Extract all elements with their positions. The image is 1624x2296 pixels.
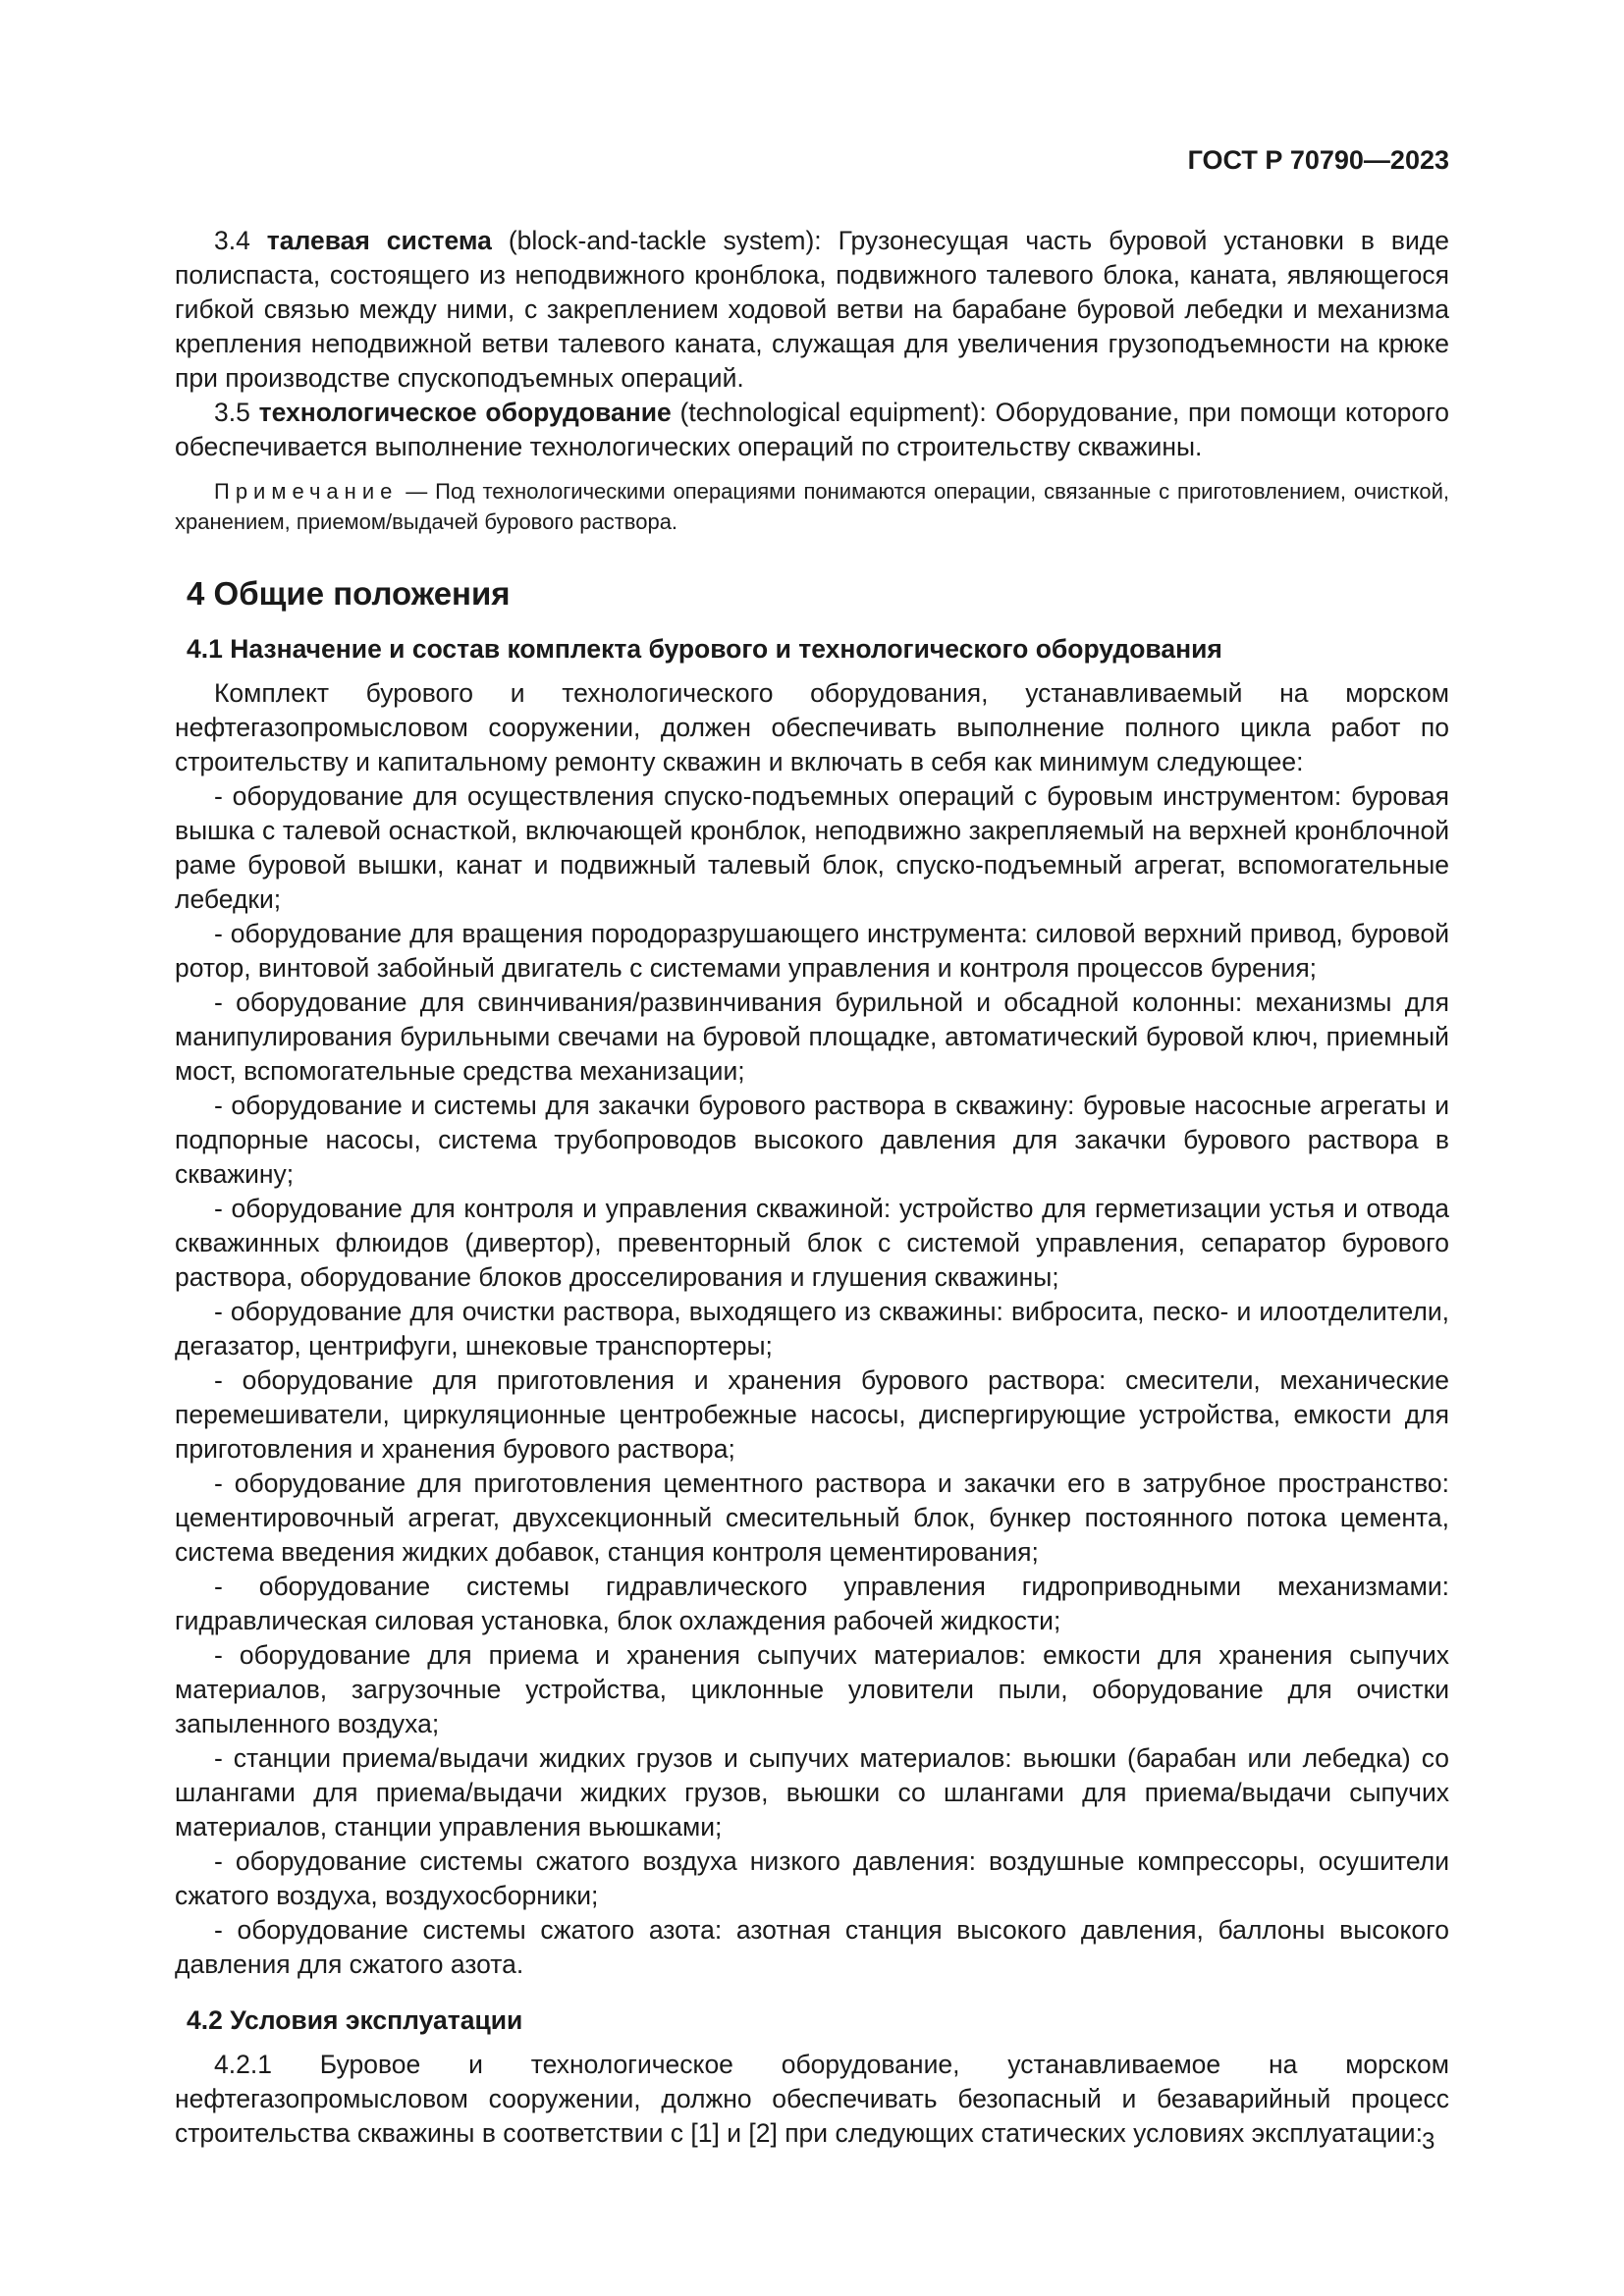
list-item: - оборудование для приготовления цементного раствора и закачки его в затрубное пространство: цементировочный агрегат, двухсекционный смесительный блок, бункер постоянного потока цемента, система введения жидких добавок, станция контроля цементирования; bbox=[175, 1468, 1449, 1567]
list-item: - оборудование системы гидравлического управления гидроприводными механизмами: гидравлическая силовая установка, блок охлаждения рабочей жидкости; bbox=[175, 1572, 1449, 1635]
paragraph: Комплект бурового и технологического оборудования, устанавливаемый на морском нефтегазопромысловом сооружении, должен обеспечивать выполнение полного цикла работ по строительству и капитальному ремонту скважин и включать в себя как минимум следующее: bbox=[175, 678, 1449, 776]
note-text: — Под технологическими операциями понимаются операции, связанные с приготовлением, очисткой, хранением, приемом/выдачей бурового раствора. bbox=[175, 479, 1449, 534]
note-label: Примечание bbox=[214, 479, 399, 504]
subsection-title: 4.2 Условия эксплуатации bbox=[187, 2005, 523, 2035]
list-item: - оборудование и системы для закачки бурового раствора в скважину: буровые насосные агрегаты и подпорные насосы, система трубопроводов высокого давления для закачки бурового раствора в скважину; bbox=[175, 1091, 1449, 1189]
list-item: - оборудование для вращения породоразрушающего инструмента: силовой верхний привод, буровой ротор, винтовой забойный двигатель с системами управления и контроля процессов бурения; bbox=[175, 919, 1449, 983]
list-item: - оборудование для приема и хранения сыпучих материалов: емкости для хранения сыпучих материалов, загрузочные устройства, циклонные уловители пыли, оборудование для очистки запыленного воздуха; bbox=[175, 1640, 1449, 1738]
list-item: - оборудование для контроля и управления скважиной: устройство для герметизации устья и отвода скважинных флюидов (дивертор), превенторный блок с системой управления, сепаратор бурового раствора, оборудование блоков дросселирования и глушения скважины; bbox=[175, 1194, 1449, 1292]
list-item: - станции приема/выдачи жидких грузов и сыпучих материалов: вьюшки (барабан или лебедка) со шлангами для приема/выдачи жидких грузов, вьюшки со шлангами для приема/выдачи сыпучих материалов, станции управления вьюшками; bbox=[175, 1743, 1449, 1842]
definition-3-4: 3.4 талевая система (block-and-tackle system): Грузонесущая часть буровой установки в виде полиспаста, состоящего из неподвижного кронблока, подвижного талевого блока, каната, являющегося гибкой связью между ними, с закреплением ходовой ветви на барабане буровой лебедки и механизма крепления неподвижной ветви талевого каната, служащая для увеличения грузоподъемности на крюке при производстве спускоподъемных операций. bbox=[175, 226, 1449, 393]
definition-term: технологическое оборудование bbox=[258, 398, 672, 427]
list-item: - оборудование системы сжатого азота: азотная станция высокого давления, баллоны высокого давления для сжатого азота. bbox=[175, 1915, 1449, 1979]
paragraph: 4.2.1 Буровое и технологическое оборудование, устанавливаемое на морском нефтегазопромысловом сооружении, должно обеспечивать безопасный и безаварийный процесс строительства скважины в соответствии с [1] и [2] при следующих статических условиях эксплуатации: bbox=[175, 2050, 1449, 2148]
note bbox=[175, 476, 1449, 537]
list-item: - оборудование системы сжатого воздуха низкого давления: воздушные компрессоры, осушители сжатого воздуха, воздухосборники; bbox=[175, 1846, 1449, 1910]
subsection-title: 4.1 Назначение и состав комплекта бурового и технологического оборудования bbox=[187, 634, 1222, 664]
list-item: - оборудование для свинчивания/развинчивания бурильной и обсадной колонны: механизмы для манипулирования бурильными свечами на буровой площадке, автоматический буровой ключ, приемный мост, вспомогательные средства механизации; bbox=[175, 988, 1449, 1086]
definition-3-5: 3.5 технологическое оборудование (technological equipment): Оборудование, при помощи которого обеспечивается выполнение технологических операций по строительству скважины. bbox=[175, 398, 1449, 461]
list-item: - оборудование для приготовления и хранения бурового раствора: смесители, механические перемешиватели, циркуляционные центробежные насосы, диспергирующие устройства, емкости для приготовления и хранения бурового раствора; bbox=[175, 1365, 1449, 1464]
list-item: - оборудование для очистки раствора, выходящего из скважины: вибросита, песко- и илоотделители, дегазатор, центрифуги, шнековые транспортеры; bbox=[175, 1297, 1449, 1361]
definition-term: талевая система bbox=[266, 226, 492, 255]
list-item: - оборудование для осуществления спуско-подъемных операций с буровым инструментом: буровая вышка с талевой оснасткой, включающей кронблок, неподвижно закрепляемый на верхней кронблочной раме буровой вышки, канат и подвижный талевый блок, спуско-подъемный агрегат, вспомогательные лебедки; bbox=[175, 781, 1449, 914]
page-number: 3 bbox=[1422, 2128, 1435, 2155]
section-title: 4 Общие положения bbox=[187, 575, 511, 612]
document-code-header: ГОСТ Р 70790—2023 bbox=[1187, 145, 1449, 175]
document-body bbox=[175, 224, 1449, 2151]
